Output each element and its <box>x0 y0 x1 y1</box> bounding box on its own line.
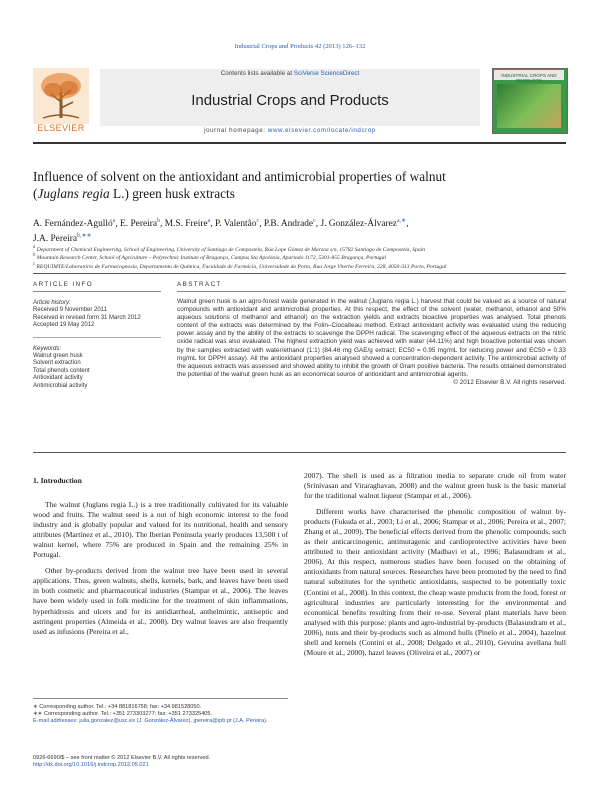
footnote-email[interactable]: E-mail addresses: julia.gonzalez@usc.es (J. González-Álvarez), jpereira@ipb.pt (J.A. Pereira). <box>33 718 268 725</box>
abstract-copyright: © 2012 Elsevier B.V. All rights reserved. <box>453 378 566 386</box>
keyword: Total phenols content <box>33 367 90 374</box>
article-info-rule <box>33 291 161 292</box>
author-6[interactable]: J. González-Álvarez$^{a,∗}$ <box>320 218 407 230</box>
body-right-column <box>304 471 566 664</box>
footnote-corresponding-2: ∗∗ Corresponding author. Tel.: +351 273303277; fax: +351 273325405. <box>33 711 213 718</box>
article-info-label: ARTICLE INFO <box>33 281 94 288</box>
contents-line <box>100 70 480 77</box>
running-head[interactable]: Industrial Crops and Products 42 (2013) 126–132 <box>234 43 366 50</box>
homepage-prefix: journal homepage: <box>204 127 268 134</box>
footnotes <box>33 704 288 726</box>
keyword: Walnut green husk <box>33 353 83 360</box>
journal-title: Industrial Crops and Products <box>191 92 389 109</box>
body-paragraph: Other by-products derived from the walnut tree have been used in several applications. Thus, green walnuts, shells, kernels, bark, and leaves have been used in both cosmetic and pharmaceutical industries (Stampar et al., 2006). The leaves have been widely used in folk medicine for the treatment of skin inflammations, hyperhidrosis and ulcers and for its antidiarrheal, anthelmintic, antiseptic and astringent properties (Almeida et al., 2008). Dry walnut leaves are also frequently used as infusions (Pereira et al., <box>33 566 288 636</box>
abstract-text: Walnut green husk is an agro-forest waste generated in the walnut (Juglans regia L.) harvest that could be valued as a source of natural compounds with antioxidant and antimicrobial properties. At this respect, the effect of the solvent (water, methanol, ethanol and 50% aqueous solutions of methanol and ethanol) on the extraction yields and extracts bioactive properties was analysed. Total phenols content of the extracts was determined by the Folin–Ciocalteau method. Extract antioxidant activity was evaluated using the reducing power assay and by the ability of the extracts to scavenge the DPPH radical. The scavenging effect of the aqueous extracts on the nitric oxide radical was also evaluated. The highest extraction yield was achieved with water (44.11%) and high bioactive potential was shown by the samples extracted with water/ethanol (1:1) (84.46 mg GAE/g extract; EC50 = 0.95 mg/mL for reducing power and EC50 = 0.33 mg/mL for DPPH assay). All the antioxidant properties analysed showed a concentration-dependent activity. The antimicrobial activity of the aqueous extracts was assessed and showed ability to inhibit the growth of Gram positive bacteria. The results obtained demonstrated the potential of the walnut green husk as an economical source of antioxidant and antimicrobial agents. <box>177 298 566 378</box>
info-divider <box>33 337 161 338</box>
author-list: A. Fernández-Agulló$^a$, E. Pereira$^b$, M.S. Freire$^a$, P. Valentão$^c$, P.B. Andrade$^c$, J. González-Álvarez$^{a,∗}$, J.A. Pereira$^{b,∗∗}$ <box>33 218 409 245</box>
abstract-bottom-rule <box>33 452 566 453</box>
history-accepted: Accepted 19 May 2012 <box>33 322 95 329</box>
title-species: Juglans regia <box>37 186 110 201</box>
contents-prefix: Contents lists available at <box>220 70 294 77</box>
footnote-rule <box>33 698 288 699</box>
masthead-rule <box>33 142 566 144</box>
keyword: Solvent extraction <box>33 360 81 367</box>
journal-homepage <box>100 127 480 134</box>
abstract-body <box>177 298 566 387</box>
cover-title: INDUSTRIAL CROPS AND PRODUCTS <box>501 73 557 83</box>
author-1[interactable]: A. Fernández-Agulló$^a$ <box>33 218 116 230</box>
body-paragraph: Different works have characterised the phenolic composition of walnut by-products (Fukuda et al., 2003; Li et al., 2006; Stampar et al., 2006; Pereira et al., 2007; Zhang et al., 2009). The beneficial effects derived from the phenolic compounds, such as their anticarcinogenic, antimutagenic and cardioprotective activities have been attributed to their antioxidant activity (Madhavi et al., 1996; Balasundram et al., 2006). At this respect, numerous studies have been focused on the obtaining of antioxidants from natural sources. Researches have been promoted by the need to find natural substitutes for the synthetic antioxidants, suspected to be potentially toxic (Contini et al., 2008). In this context, the cheap waste products from the food, forest or agricultural industries are particularly interesting for the environmental and economical benefits resulting from their re-use. Several plant materials have been analysed with this purpose: plants and agro-industrial by-products (Balasundram et al., 2006), nuts and their by-products such as almond hulls (Pinelo et al., 2004), hazelnut shell and kernels (Contini et al., 2008; Delgado et al., 2010), Gevuina avellana hull (Moure et al., 2000), hazel leaves (Oliveira et al., 2007) or <box>304 507 566 657</box>
issn-line: 0926-6690/$ – see front matter © 2012 Elsevier B.V. All rights reserved. <box>33 755 211 761</box>
title-line-1: Influence of solvent on the antioxidant and antimicrobial properties of walnut <box>33 169 446 184</box>
title-line-2-rest: L.) green husk extracts <box>109 186 235 201</box>
author-4[interactable]: P. Valentão$^c$ <box>215 218 260 230</box>
abstract-rule <box>177 291 566 292</box>
body-paragraph: The walnut (Juglans regia L.) is a tree traditionally cultivated for its valuable wood and fruits. The walnut seed is a nut of high economic interest to the food industry and is globally popular and valued for its nutritional, health and sensory attributes (Martínez et al., 2010). The Iberian Peninsula yearly produces 13,500 t of walnut kernel, where 75% are produced in Spain and the remaining 25% in Portugal. <box>33 500 288 560</box>
keyword: Antimicrobial activity <box>33 382 88 389</box>
history-revised: Received in revised form 31 March 2012 <box>33 314 141 321</box>
history-heading: Article history: <box>33 300 71 306</box>
author-7[interactable]: J.A. Pereira$^{b,∗∗}$ <box>33 233 92 245</box>
title-paren: ( <box>33 186 38 201</box>
abstract-label: ABSTRACT <box>177 281 222 288</box>
article-info <box>33 300 161 390</box>
author-3[interactable]: M.S. Freire$^a$ <box>164 218 211 230</box>
affiliation-b: $^b$ Mountain Research Center, School of Agriculture – Polytechnic Institute of Bragança, Campus Sta Apolónia, Apartado 1172, 5301-855 Bragança, Portugal <box>33 253 386 261</box>
doi-link[interactable]: http://dx.doi.org/10.1016/j.indcrop.2012.05.021 <box>33 762 149 769</box>
affiliation-a: $^a$ Department of Chemical Engineering, School of Engineering, University of Santiago de Compostela, Rúa Lope Gómez de Marzoa s/n, 15782 Santiago de Compostela, Spain <box>33 245 425 253</box>
homepage-link[interactable]: www.elsevier.com/locate/indcrop <box>267 127 376 134</box>
article-title <box>33 168 553 202</box>
sciencedirect-link[interactable]: SciVerse ScienceDirect <box>293 70 360 77</box>
affiliation-rule <box>33 273 566 274</box>
affiliation-c: $^c$ REQUIMTE/Laboratório de Farmacognosia, Departamento de Química, Faculdade de Farmácia, Universidade do Porto, Rua Jorge Viterbo Ferreira, 228, 4050-313 Porto, Portugal <box>33 262 447 270</box>
history-received: Received 9 November 2011 <box>33 307 107 314</box>
author-5[interactable]: P.B. Andrade$^c$ <box>263 218 316 230</box>
body-paragraph: 2007). The shell is used as a filtration media to separate crude oil from water (Srinivasan and Viraraghavan, 2008) and the walnut green husk is the basic material for the traditional walnut liqueur (Stampar et al., 2006). <box>304 471 566 501</box>
footnote-corresponding-1: ∗ Corresponding author. Tel.: +34 881816758; fax: +34 981528050. <box>33 704 202 710</box>
body-left-column <box>33 476 288 643</box>
keywords-heading: Keywords: <box>33 345 62 352</box>
front-matter <box>33 755 288 769</box>
keyword: Antioxidant activity <box>33 375 83 382</box>
elsevier-logo-text: ELSEVIER <box>37 123 85 133</box>
cover-plant-image <box>497 84 561 128</box>
section-heading-introduction: 1. Introduction <box>33 476 82 485</box>
author-2[interactable]: E. Pereira$^b$ <box>120 218 160 230</box>
